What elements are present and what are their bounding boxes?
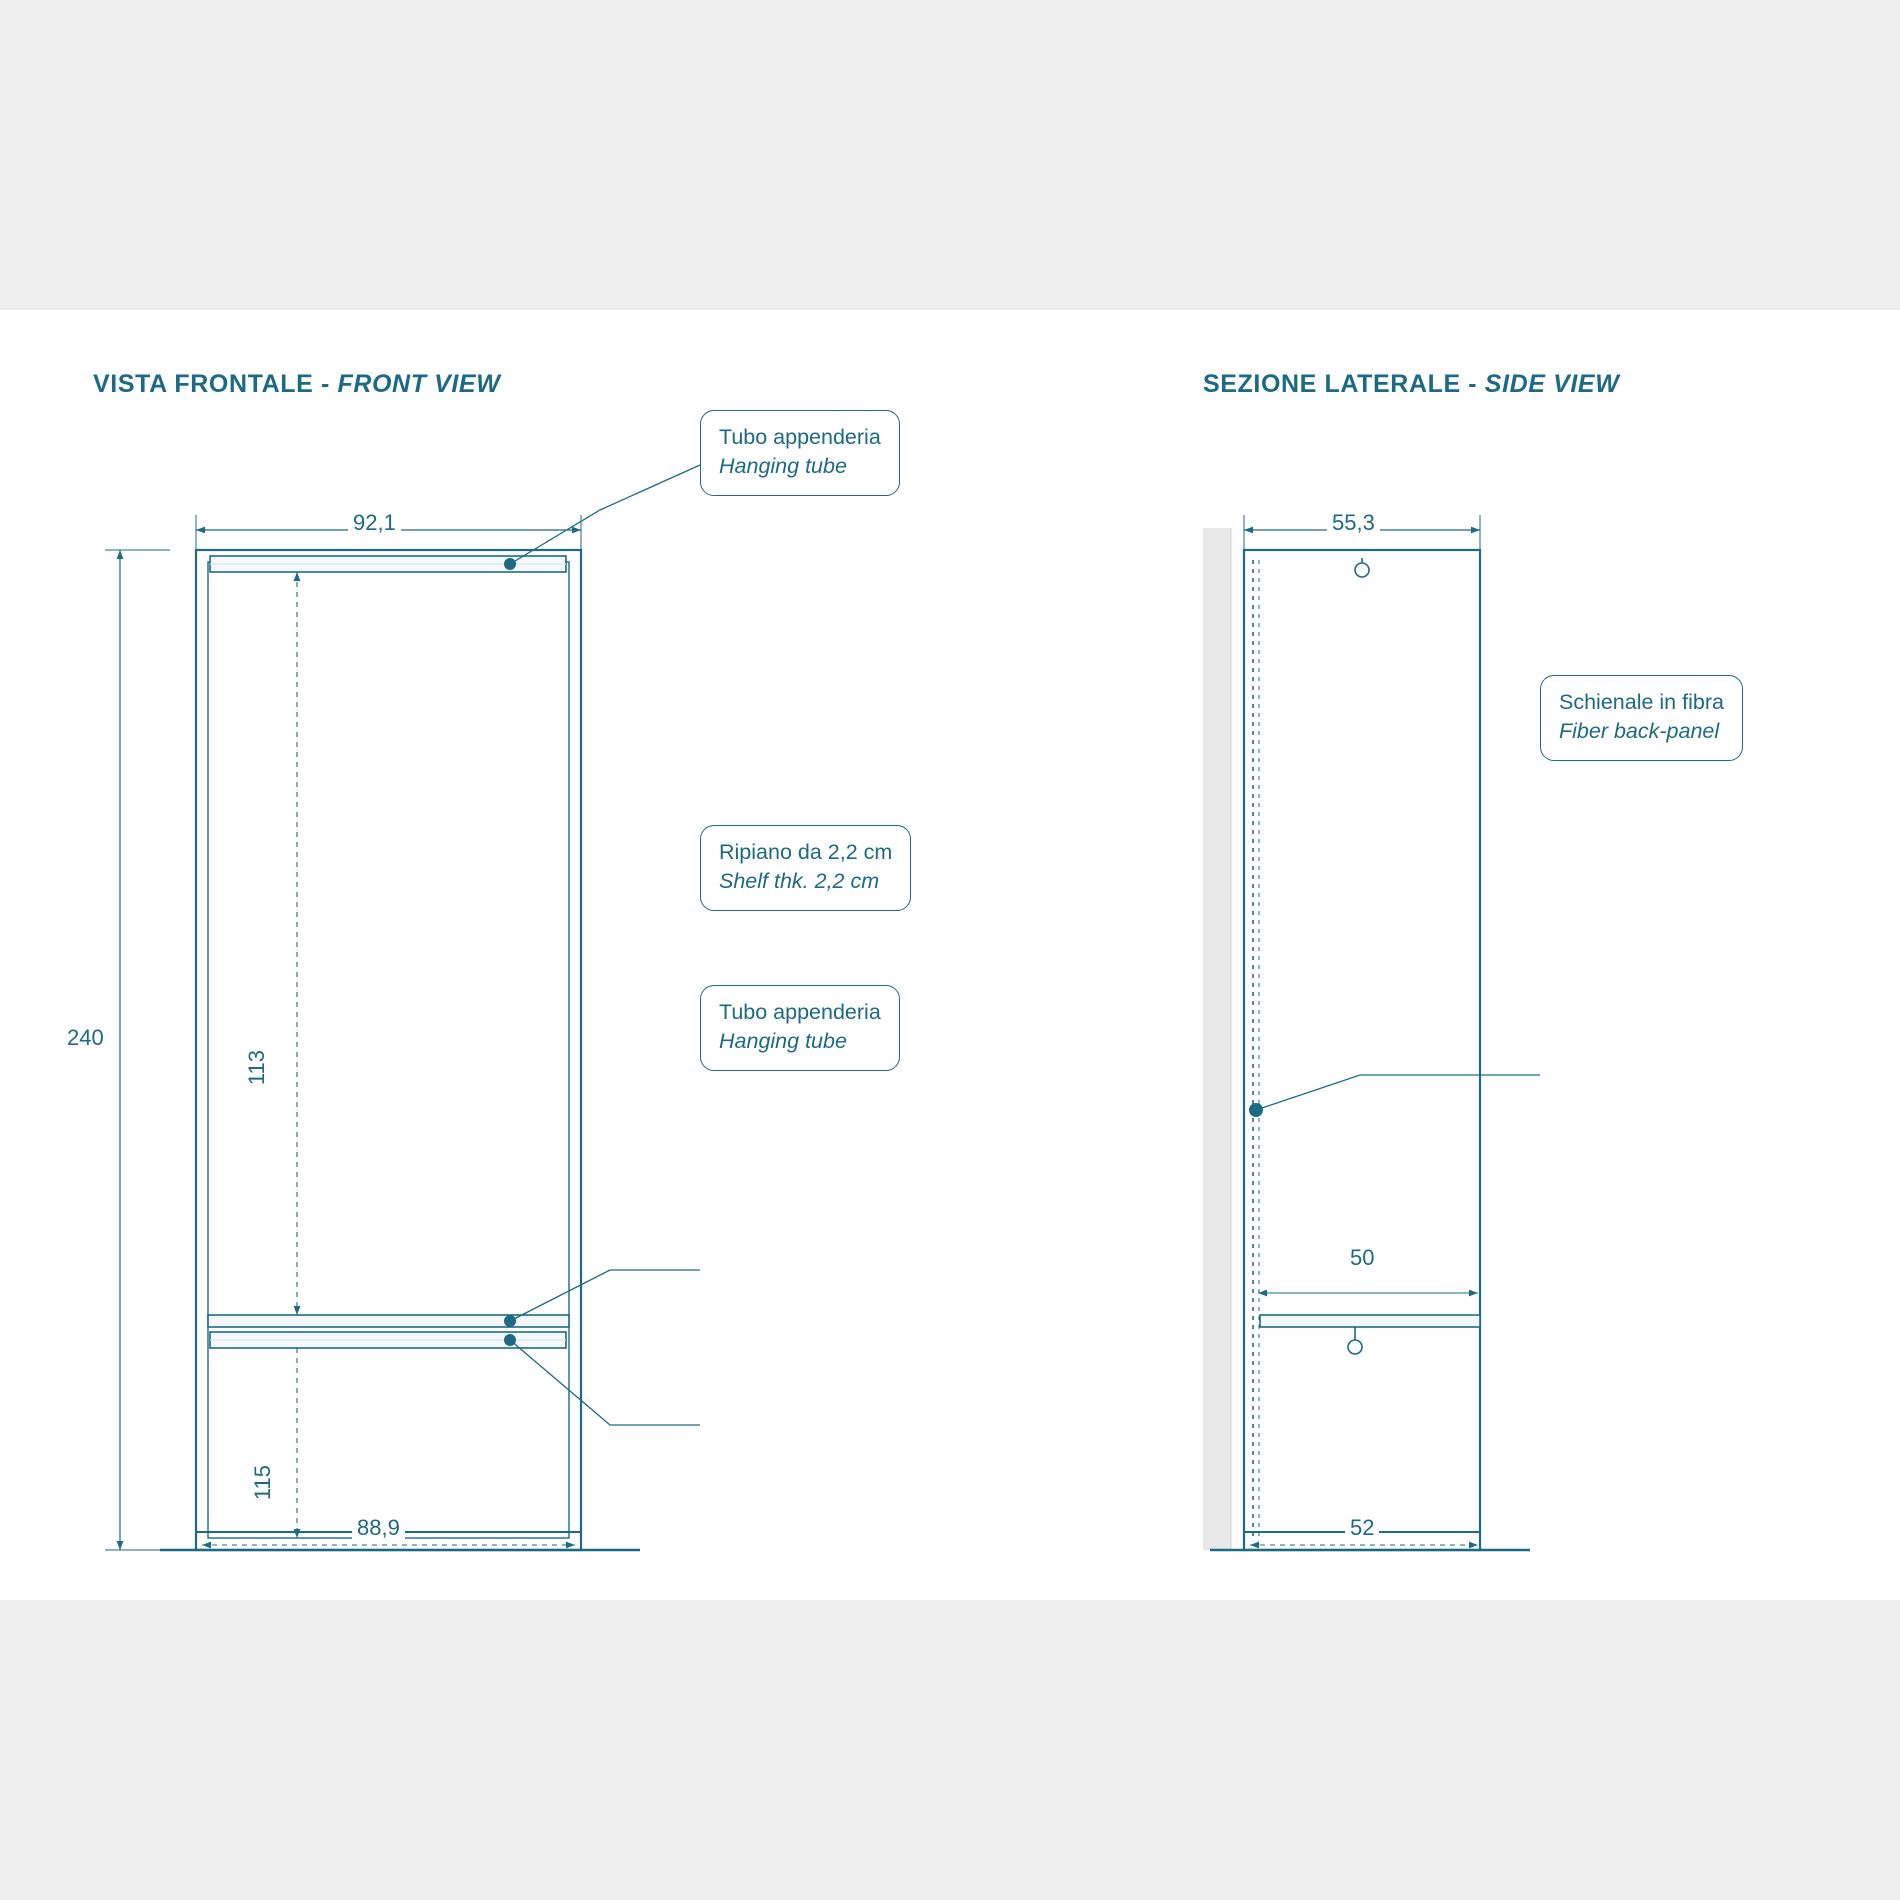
side-view-title-it: SEZIONE LATERALE [1203,370,1461,398]
callout-hanging-tube-top-en: Hanging tube [719,454,847,479]
callout-hanging-tube-top-it: Tubo appenderia [719,425,881,449]
callout-fiber-back-panel-en: Fiber back-panel [1559,719,1720,744]
callout-hanging-tube-top [700,410,900,496]
callout-fiber-back-panel [1540,675,1743,761]
callout-fiber-back-panel-it: Schienale in fibra [1559,690,1724,714]
dimension-label-upper-compartment: 113 [244,1045,270,1090]
front-view-geometry [105,465,700,1550]
drawing-sheet [0,310,1900,1600]
dimension-label-front-total-height: 240 [62,1025,109,1051]
dimension-label-lower-compartment: 115 [250,1460,276,1505]
side-view-geometry [1203,515,1540,1550]
callout-hanging-tube-middle [700,985,900,1071]
callout-hanging-tube-middle-it: Tubo appenderia [719,1000,881,1024]
dimension-label-shelf-depth: 50 [1345,1245,1379,1271]
dimension-label-inner-depth: 52 [1345,1515,1379,1541]
dimension-label-front-width: 92,1 [348,510,401,536]
callout-hanging-tube-middle-en: Hanging tube [719,1029,847,1054]
side-view-title-en: SIDE VIEW [1484,370,1620,398]
front-view-title-en: FRONT VIEW [337,370,501,398]
dimension-label-side-depth: 55,3 [1327,510,1380,536]
dimension-label-inner-width: 88,9 [352,1515,405,1541]
callout-shelf [700,825,911,911]
callout-shelf-it: Ripiano da 2,2 cm [719,840,893,864]
technical-drawing [0,310,1900,1600]
front-view-title-separator: - [313,370,338,398]
front-view-title-it: VISTA FRONTALE [93,370,314,398]
callout-shelf-en: Shelf thk. 2,2 cm [719,869,880,894]
side-view-title-separator: - [1460,370,1485,398]
